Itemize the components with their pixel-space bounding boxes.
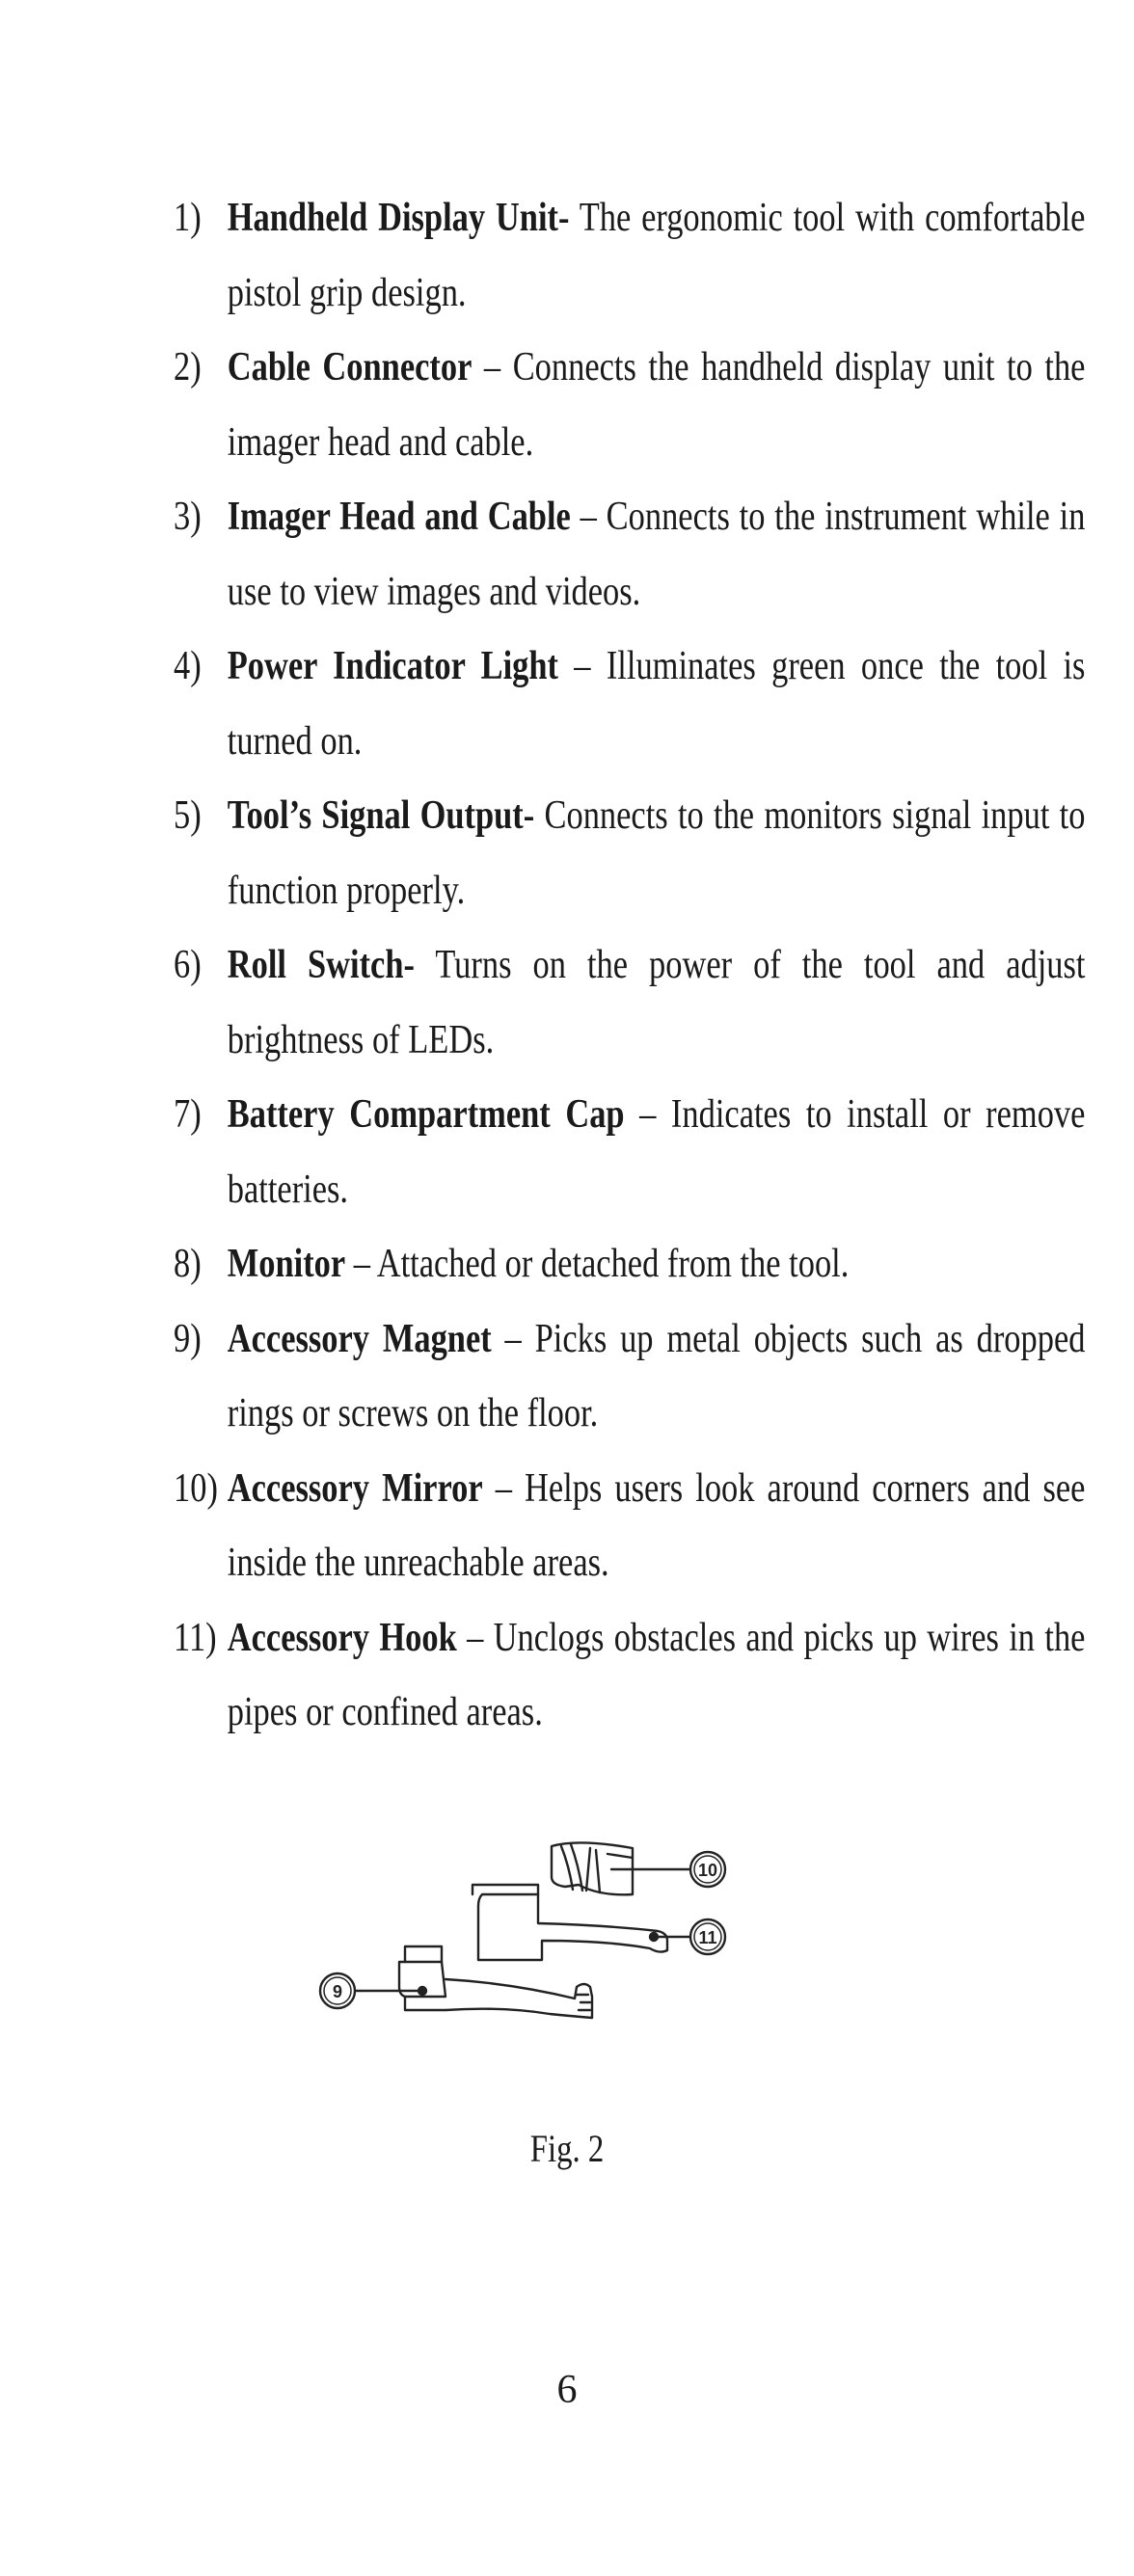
item-description: – Helps users look around corners and see inside the unreachable areas. [227, 1465, 1086, 1585]
list-item [174, 928, 1085, 1078]
callout-10-icon [690, 1852, 725, 1887]
callout-label: 11 [698, 1928, 717, 1947]
list-item [174, 1078, 1085, 1227]
item-number: 4) [174, 644, 202, 688]
list-item [174, 1452, 1085, 1601]
callout-label: 9 [332, 1982, 343, 2001]
list-item [174, 1601, 1085, 1751]
hook-accessory-icon [472, 1885, 690, 1960]
list-item [174, 1227, 1085, 1302]
item-number: 9) [174, 1316, 202, 1361]
item-description: – Indicates to install or remove batteries. [227, 1092, 1086, 1212]
parts-list [174, 181, 1086, 1751]
item-number: 3) [174, 495, 202, 539]
figure-caption: Fig. 2 [529, 2127, 605, 2170]
list-item [174, 331, 1085, 480]
list-item [174, 181, 1085, 331]
item-term: Imager Head and Cable [227, 495, 571, 539]
item-term: Cable Connector [227, 345, 472, 389]
item-term: Monitor [227, 1242, 346, 1286]
item-term: Accessory Hook [227, 1615, 457, 1660]
item-term: Tool’s Signal Output- [227, 793, 535, 838]
item-description: Turns on the power of the tool and adjust brightness of LEDs. [227, 943, 1086, 1062]
item-number: 10) [174, 1465, 218, 1511]
list-item [174, 480, 1085, 630]
list-item [174, 1302, 1085, 1452]
item-description: – Connects the handheld display unit to the imager head and cable. [227, 345, 1086, 465]
item-description: – Illuminates green once the tool is turned on. [227, 644, 1086, 764]
item-term: Roll Switch- [227, 943, 415, 987]
item-term: Accessory Magnet [227, 1316, 492, 1361]
item-description: – Picks up metal objects such as dropped rings or screws on the floor. [227, 1316, 1086, 1436]
item-term: Battery Compartment Cap [227, 1092, 625, 1137]
item-number: 6) [174, 943, 202, 987]
item-number: 2) [174, 345, 202, 389]
item-number: 7) [174, 1092, 202, 1137]
magnet-accessory-icon [355, 1946, 592, 2018]
callout-9-icon [320, 1973, 355, 2008]
item-description: – Connects to the instrument while in use to view images and videos. [227, 495, 1086, 614]
list-item [174, 630, 1085, 779]
page-number: 6 [556, 2368, 578, 2412]
item-number: 11) [174, 1615, 217, 1660]
item-description: Connects to the monitors signal input to function properly. [227, 793, 1086, 913]
item-term: Accessory Mirror [227, 1465, 483, 1511]
item-term: Power Indicator Light [227, 644, 558, 688]
item-description: – Attached or detached from the tool. [345, 1242, 850, 1286]
item-number: 1) [174, 196, 202, 240]
callout-label: 10 [697, 1861, 718, 1880]
item-term: Handheld Display Unit- [227, 196, 570, 240]
accessories-illustration [289, 1837, 810, 2087]
callout-11-icon [690, 1919, 725, 1954]
mirror-accessory-icon [552, 1842, 690, 1894]
item-description: The ergonomic tool with comfortable pistol grip design. [227, 196, 1086, 315]
item-number: 5) [174, 793, 202, 838]
list-item [174, 779, 1085, 928]
item-description: – Unclogs obstacles and picks up wires in the pipes or confined areas. [227, 1615, 1086, 1734]
item-number: 8) [174, 1242, 202, 1286]
